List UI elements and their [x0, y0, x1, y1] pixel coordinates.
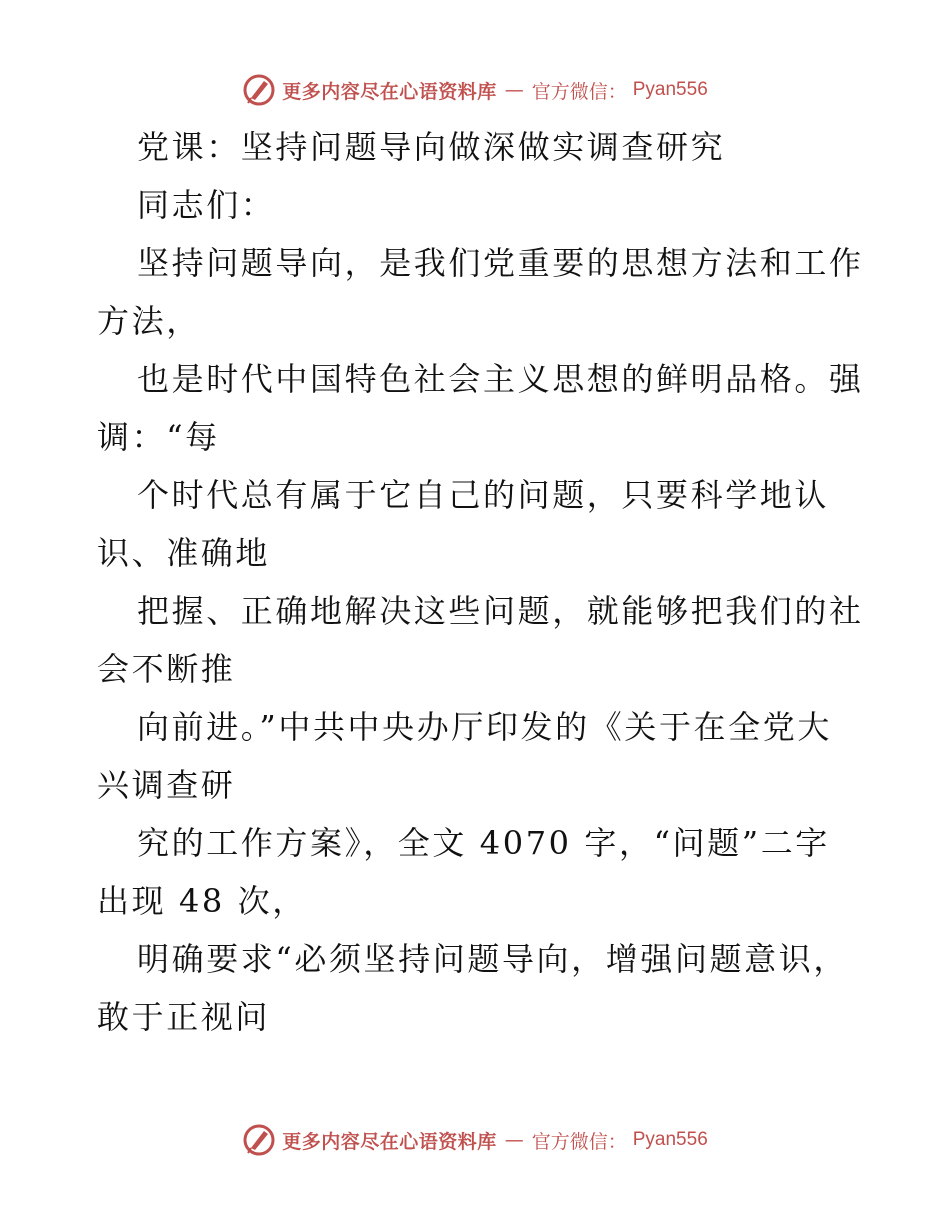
- paragraph-line: 出现 48 次，: [97, 882, 307, 920]
- watermark-text: 更多内容尽在心语资料库: [282, 1130, 497, 1153]
- paragraph-line: 明确要求“必须坚持问题导向，增强问题意识，: [137, 940, 848, 978]
- paragraph-line: 也是时代中国特色社会主义思想的鲜明品格。强: [137, 360, 864, 398]
- document-title: 党课：坚持问题导向做深做实调查研究: [137, 128, 726, 166]
- wechat-label: 官方微信：: [531, 1130, 627, 1153]
- paragraph-line: 识、准确地: [97, 534, 271, 572]
- wechat-label: 官方微信：: [531, 80, 627, 103]
- watermark-separator: —: [504, 1129, 524, 1151]
- paragraph-line: 个时代总有属于它自己的问题，只要科学地认: [137, 476, 830, 514]
- wechat-id: Pyan556: [632, 79, 708, 100]
- footer-watermark: [0, 1120, 950, 1160]
- watermark-text: 更多内容尽在心语资料库: [282, 80, 497, 103]
- paragraph-line: 方法，: [97, 302, 201, 340]
- paragraph-line: 究的工作方案》，全文 4070 字，“问题”二字: [137, 824, 830, 862]
- paragraph-line: 敢于正视问: [97, 998, 271, 1036]
- paragraph-line: 兴调查研: [97, 766, 236, 804]
- quill-pen-logo-icon: [242, 73, 276, 107]
- salutation: 同志们：: [137, 186, 276, 224]
- paragraph-line: 坚持问题导向，是我们党重要的思想方法和工作: [137, 244, 864, 282]
- watermark-separator: —: [504, 79, 524, 101]
- paragraph-line: 向前进。”中共中央办厅印发的《关于在全党大: [137, 708, 832, 746]
- header-watermark: [0, 70, 950, 110]
- paragraph-line: 会不断推: [97, 650, 236, 688]
- paragraph-line: 调：“每: [97, 418, 220, 456]
- paragraph-line: 把握、正确地解决这些问题，就能够把我们的社: [137, 592, 864, 630]
- document-body: [97, 118, 864, 1046]
- quill-pen-logo-icon: [242, 1123, 276, 1157]
- wechat-id: Pyan556: [632, 1129, 708, 1150]
